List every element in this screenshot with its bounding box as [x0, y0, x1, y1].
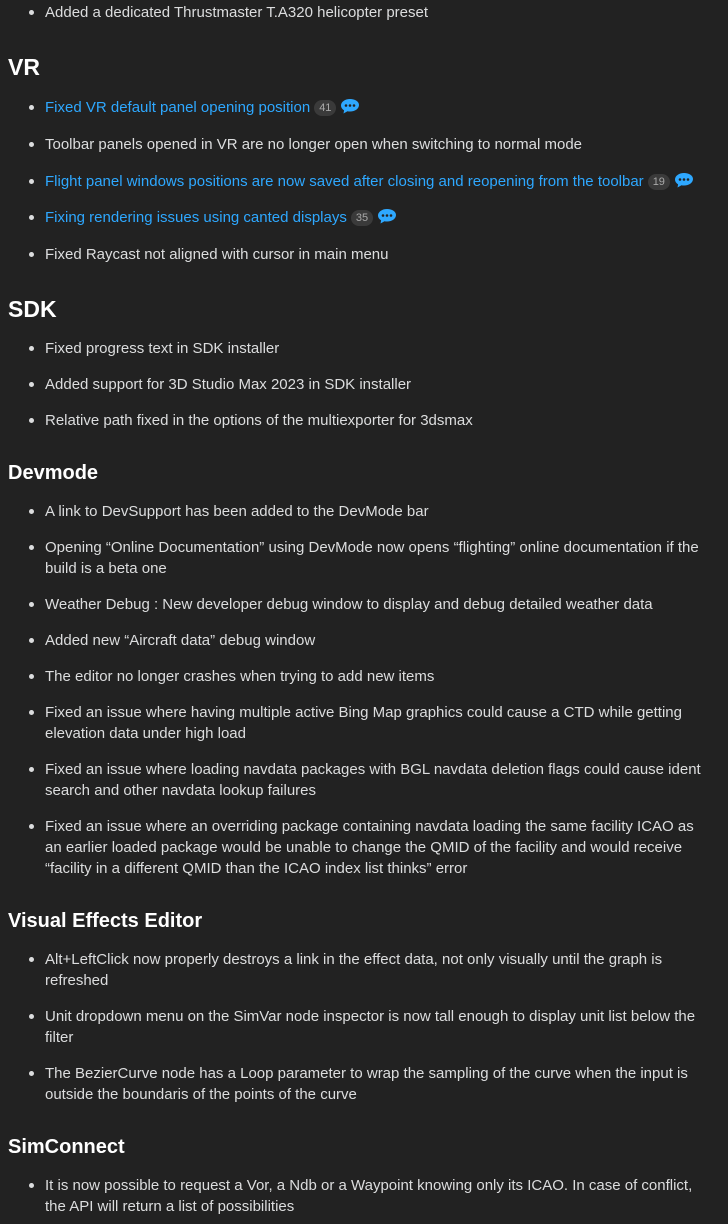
list-item [45, 207, 705, 228]
list-item: Opening “Online Documentation” using DevMode now opens “flighting” online documentation if the build is a beta one [45, 537, 705, 579]
section-heading-visual-effects-editor: Visual Effects Editor [8, 910, 203, 932]
section-heading-devmode: Devmode [8, 462, 99, 484]
reply-count-badge: 19 [648, 174, 670, 190]
list-item: Added a dedicated Thrustmaster T.A320 helicopter preset [45, 2, 705, 23]
list-item: Fixed Raycast not aligned with cursor in main menu [45, 244, 705, 265]
list-item: Unit dropdown menu on the SimVar node inspector is now tall enough to display unit list below the filter [45, 1006, 705, 1048]
list-item: Added new “Aircraft data” debug window [45, 630, 705, 651]
list-item: The editor no longer crashes when trying to add new items [45, 666, 705, 687]
list-item: The BezierCurve node has a Loop parameter to wrap the sampling of the curve when the input is outside the boundaris of the points of the curve [45, 1063, 705, 1105]
topic-link[interactable]: Flight panel windows positions are now saved after closing and reopening from the toolbar [45, 173, 644, 190]
list-item: Relative path fixed in the options of the multiexporter for 3dsmax [45, 410, 705, 431]
reply-count-badge: 41 [314, 100, 336, 116]
list-item: Fixed an issue where loading navdata packages with BGL navdata deletion flags could cause ident search and other navdata lookup failures [45, 759, 705, 801]
list-item: Alt+LeftClick now properly destroys a link in the effect data, not only visually until the graph is refreshed [45, 949, 705, 991]
speech-bubble-icon[interactable] [340, 98, 360, 114]
list-item [45, 97, 705, 118]
list-item: Fixed an issue where having multiple active Bing Map graphics could cause a CTD while getting elevation data under high load [45, 702, 705, 744]
list-item: Weather Debug : New developer debug window to display and debug detailed weather data [45, 594, 705, 615]
list-item: Fixed progress text in SDK installer [45, 338, 705, 359]
topic-link[interactable]: Fixing rendering issues using canted displays [45, 209, 347, 226]
speech-bubble-icon[interactable] [377, 208, 397, 224]
reply-count-badge: 35 [351, 210, 373, 226]
list-item: It is now possible to request a Vor, a Ndb or a Waypoint knowing only its ICAO. In case of conflict, the API will return a list of possibilities [45, 1175, 705, 1217]
list-item: A link to DevSupport has been added to the DevMode bar [45, 501, 705, 522]
list-item [45, 171, 705, 192]
section-heading-simconnect: SimConnect [8, 1136, 125, 1158]
section-heading-sdk: SDK [8, 296, 57, 322]
list-item: Toolbar panels opened in VR are no longer open when switching to normal mode [45, 134, 705, 155]
speech-bubble-icon[interactable] [674, 172, 694, 188]
section-heading-vr: VR [8, 54, 40, 80]
list-item: Fixed an issue where an overriding package containing navdata loading the same facility ICAO as an earlier loaded package would be unable to change the QMID of the facility and would receive “facility in a different QMID than the ICAO index list thinks” error [45, 816, 705, 879]
list-item: Added support for 3D Studio Max 2023 in SDK installer [45, 374, 705, 395]
topic-link[interactable]: Fixed VR default panel opening position [45, 99, 311, 116]
